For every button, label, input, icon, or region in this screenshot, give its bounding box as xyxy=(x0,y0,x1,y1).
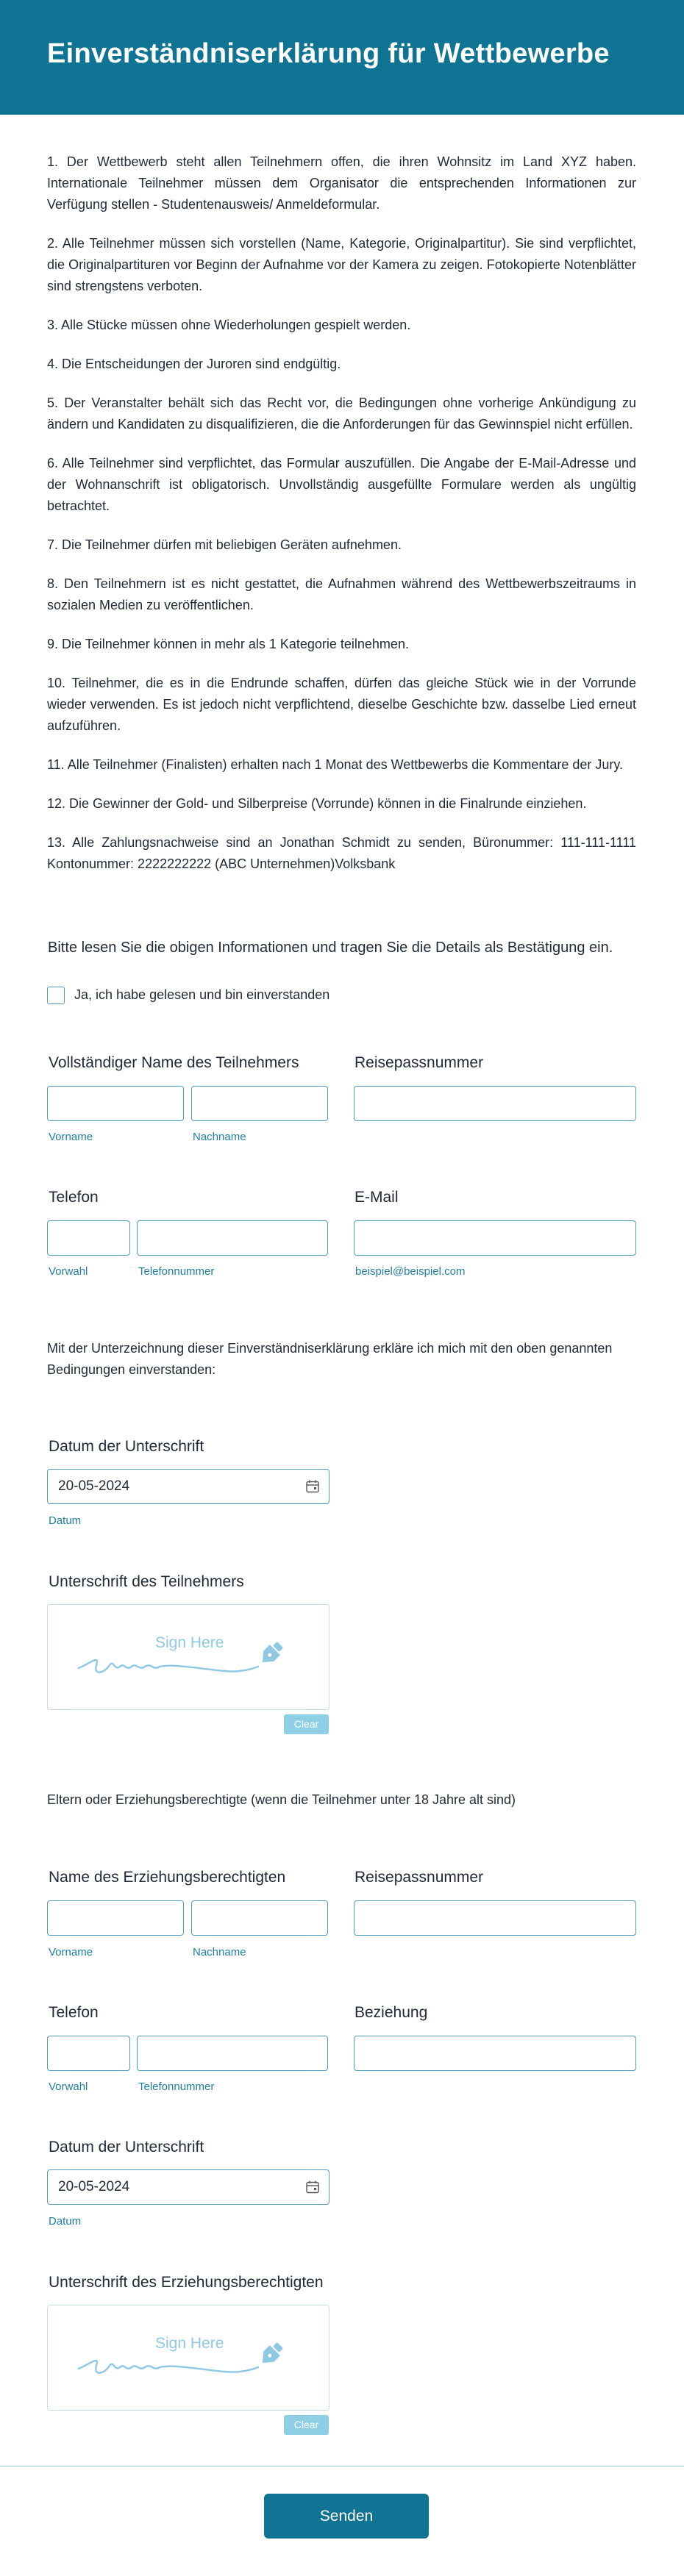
guardian-date-label: Datum der Unterschrift xyxy=(49,2139,204,2155)
consent-text: Mit der Unterzeichnung dieser Einverständniserklärung erkläre ich mich mit den oben genannten Bedingungen einverstanden: xyxy=(47,1341,613,1377)
participant-signature-pad[interactable] xyxy=(47,1604,329,1710)
term-item: 9. Die Teilnehmer können in mehr als 1 Kategorie teilnehmen. xyxy=(47,637,409,651)
signature-pen-icon xyxy=(77,1633,298,1684)
term-item: 12. Die Gewinner der Gold- und Silberpreise (Vorrunde) können in die Finalrunde einziehen. xyxy=(47,796,587,811)
term-item: 10. Teilnehmer, die es in die Endrunde schaffen, dürfen das gleiche Stück wie in der Vorrunde wieder verwenden. Es ist jedoch nicht verpflichtend, dieselbe Geschichte bzw. dasselbe Lied erneut aufzuführen. xyxy=(47,676,636,733)
guardian-relation-input[interactable] xyxy=(354,2036,636,2071)
term-item: 3. Alle Stücke müssen ohne Wiederholungen gespielt werden. xyxy=(47,318,411,332)
submit-button[interactable]: Senden xyxy=(264,2494,429,2539)
participant-phone-number-input[interactable] xyxy=(137,1220,328,1256)
participant-area-code-input[interactable] xyxy=(47,1220,130,1256)
term-item: 13. Alle Zahlungsnachweise sind an Jonathan Schmidt zu senden, Büronummer: 111-111-1111 Kontonummer: 2222222222 (ABC Unternehmen)Volksbank xyxy=(47,835,636,871)
participant-last-name-input[interactable] xyxy=(191,1086,328,1121)
term-item: 11. Alle Teilnehmer (Finalisten) erhalten nach 1 Monat des Wettbewerbs die Kommentare der Jury. xyxy=(47,757,624,772)
email-sublabel: beispiel@beispiel.com xyxy=(355,1265,466,1278)
term-item: 2. Alle Teilnehmer müssen sich vorstellen (Name, Kategorie, Originalpartitur). Sie sind verpflichtet, die Originalpartituren vor Beginn der Aufnahme vor der Kamera zu zeigen. Fotokopierte Notenblätter sind strengstens verboten. xyxy=(47,236,636,293)
participant-date-input[interactable] xyxy=(47,1469,329,1504)
participant-passport-label: Reisepassnummer xyxy=(355,1054,484,1071)
participant-date-label: Datum der Unterschrift xyxy=(49,1438,204,1455)
guardian-passport-input[interactable] xyxy=(354,1900,636,1936)
area-code-sublabel: Vorwahl xyxy=(49,1265,88,1278)
signature-pen-icon xyxy=(77,2333,298,2385)
participant-email-input[interactable] xyxy=(354,1220,636,1256)
form-title: Einverständniserklärung für Wettbewerbe xyxy=(47,38,610,69)
phone-number-sublabel: Telefonnummer xyxy=(138,2081,215,2093)
form-header xyxy=(0,0,684,115)
agree-checkbox[interactable] xyxy=(47,987,65,1004)
guardian-first-name-input[interactable] xyxy=(47,1900,184,1936)
guardian-clear-button[interactable]: Clear xyxy=(284,2415,329,2435)
guardian-phone-label: Telefon xyxy=(49,2004,99,2021)
participant-signature-label: Unterschrift des Teilnehmers xyxy=(49,1573,244,1590)
term-item: 7. Die Teilnehmer dürfen mit beliebigen Geräten aufnehmen. xyxy=(47,537,402,552)
date-sublabel: Datum xyxy=(49,2215,82,2228)
guardian-phone-number-input[interactable] xyxy=(137,2036,328,2071)
date-value: 20-05-2024 xyxy=(58,2179,130,2194)
term-item: 4. Die Entscheidungen der Juroren sind endgültig. xyxy=(47,357,341,371)
calendar-icon[interactable] xyxy=(305,1479,320,1494)
last-name-sublabel: Nachname xyxy=(193,1946,246,1958)
guardian-passport-label: Reisepassnummer xyxy=(355,1869,484,1886)
guardian-signature-label: Unterschrift des Erziehungsberechtigten xyxy=(49,2274,324,2291)
term-item: 5. Der Veranstalter behält sich das Recht vor, die Bedingungen ohne vorherige Ankündigung zu ändern und Kandidaten zu disqualifizieren, die die Anforderungen für das Gewinnspiel nicht erfüllen. xyxy=(47,396,636,432)
calendar-icon[interactable] xyxy=(305,2180,320,2194)
guardian-area-code-input[interactable] xyxy=(47,2036,130,2071)
participant-first-name-input[interactable] xyxy=(47,1086,184,1121)
guardian-relation-label: Beziehung xyxy=(355,2004,428,2021)
guardian-name-label: Name des Erziehungsberechtigten xyxy=(49,1869,286,1886)
terms-list xyxy=(47,151,636,892)
participant-phone-label: Telefon xyxy=(49,1189,99,1206)
guardian-signature-pad[interactable] xyxy=(47,2305,329,2411)
first-name-sublabel: Vorname xyxy=(49,1946,93,1958)
participant-passport-input[interactable] xyxy=(354,1086,636,1121)
participant-name-label: Vollständiger Name des Teilnehmers xyxy=(49,1054,299,1071)
guardian-intro: Eltern oder Erziehungsberechtigte (wenn die Teilnehmer unter 18 Jahre alt sind) xyxy=(47,1792,516,1807)
sign-here-text: Sign Here xyxy=(155,1634,224,1651)
participant-email-label: E-Mail xyxy=(355,1189,399,1206)
guardian-last-name-input[interactable] xyxy=(191,1900,328,1936)
area-code-sublabel: Vorwahl xyxy=(49,2081,88,2093)
term-item: 1. Der Wettbewerb steht allen Teilnehmern offen, die ihren Wohnsitz im Land XYZ haben. Internationale Teilnehmer müssen dem Organisator die entsprechenden Informationen zur Verfügung stellen - Studentenausweis/ Anmeldeformular. xyxy=(47,154,636,212)
term-item: 6. Alle Teilnehmer sind verpflichtet, das Formular auszufüllen. Die Angabe der E-Mail-Adresse und der Wohnanschrift ist obligatorisch. Unvollständig ausgefüllte Formulare werden als ungültig betrachtet. xyxy=(47,456,636,513)
term-item: 8. Den Teilnehmern ist es nicht gestattet, die Aufnahmen während des Wettbewerbszeitraums in sozialen Medien zu veröffentlichen. xyxy=(47,576,636,612)
last-name-sublabel: Nachname xyxy=(193,1131,246,1143)
date-value: 20-05-2024 xyxy=(58,1478,130,1494)
guardian-date-input[interactable] xyxy=(47,2169,329,2205)
confirm-heading: Bitte lesen Sie die obigen Informationen und tragen Sie die Details als Bestätigung ein. xyxy=(48,940,613,956)
phone-number-sublabel: Telefonnummer xyxy=(138,1265,215,1278)
first-name-sublabel: Vorname xyxy=(49,1131,93,1143)
agree-checkbox-label[interactable]: Ja, ich habe gelesen und bin einverstanden xyxy=(74,987,330,1002)
date-sublabel: Datum xyxy=(49,1514,82,1527)
sign-here-text: Sign Here xyxy=(155,2335,224,2352)
participant-clear-button[interactable]: Clear xyxy=(284,1714,329,1734)
